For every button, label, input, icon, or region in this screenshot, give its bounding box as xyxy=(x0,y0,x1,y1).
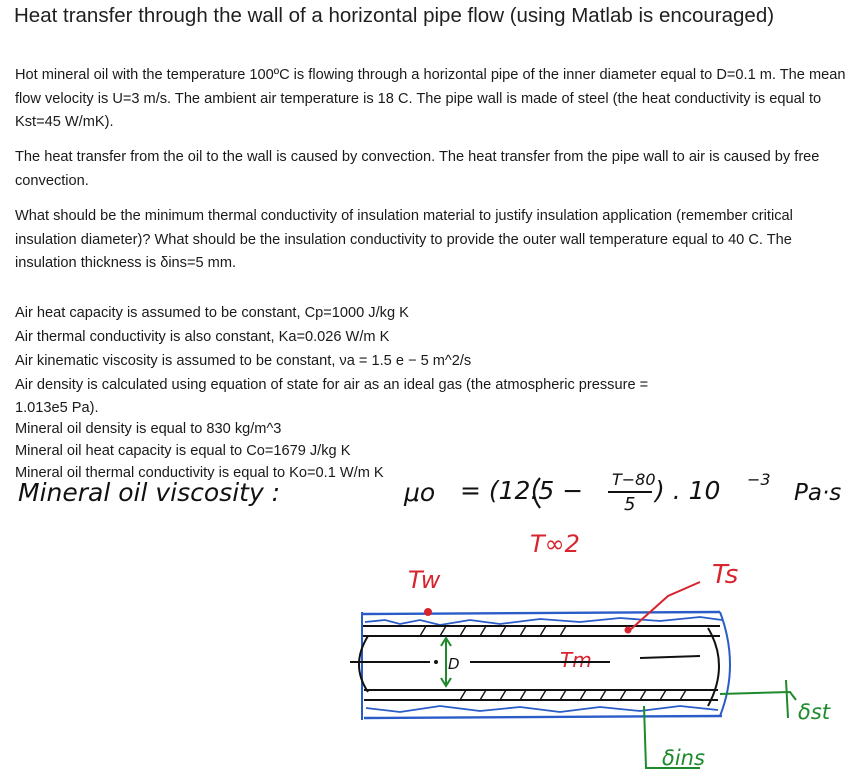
problem-paragraph-2: The heat transfer from the oil to the wall is caused by convection. The heat transfer from the pipe wall to air is caused by free convection. xyxy=(15,149,820,189)
property-air-density-cont: 1.013e5 Pa). xyxy=(15,400,99,416)
wall-bottom-hatch xyxy=(460,690,686,700)
insulation-top-outer xyxy=(362,612,720,614)
hw-formula-eq: = (12.5 − xyxy=(460,476,584,505)
hw-exponent: −3 xyxy=(747,470,771,489)
hw-units: Pa·s xyxy=(794,480,842,506)
hw-frac-numerator: T−80 xyxy=(612,470,656,489)
problem-paragraph-1: Hot mineral oil with the temperature 100ºC is flowing through a horizontal pipe of the inner diameter equal to D=0.1 m. The mean flow velocity is U=3 m/s. The ambient air temperature is 18 C. The pipe wall is made of steel (the heat conductivity is equal to Kst=45 W/mK). xyxy=(15,67,846,130)
insulation-bottom-outer xyxy=(364,716,722,718)
label-t-inf2: T∞2 xyxy=(530,530,580,558)
label-d: D xyxy=(448,655,460,673)
label-delta-ins: δins xyxy=(662,746,705,770)
property-oil-conductivity: Mineral oil thermal conductivity is equal to Ko=0.1 W/m K xyxy=(15,465,384,481)
hw-mu-symbol: μo xyxy=(404,478,436,507)
pipe-right-end xyxy=(708,628,719,706)
delta-st-leader xyxy=(720,692,796,700)
page-title: Heat transfer through the wall of a horizontal pipe flow (using Matlab is encouraged) xyxy=(14,4,775,27)
property-air-density: Air density is calculated using equation of state for air as an ideal gas (the atmospheric pressure = xyxy=(15,377,649,393)
label-t-w: Tw xyxy=(408,566,441,594)
hw-formula-tail: ) . 10 xyxy=(655,476,721,505)
problem-paragraph-3: What should be the minimum thermal conductivity of insulation material to justify insulation application (remember critical insulation diameter)? What should be the insulation conductivity to provide the outer wall temperature equal to 40 C. The insulation thickness is δins=5 mm. xyxy=(15,208,793,271)
label-t-s: Ts xyxy=(712,560,739,590)
label-t-m: Tm xyxy=(560,648,592,672)
wall-top-hatch xyxy=(420,626,566,636)
tw-point xyxy=(424,608,432,616)
insulation-right-end xyxy=(720,612,730,716)
ts-leader xyxy=(630,582,700,630)
insulation-top-scribble xyxy=(365,617,722,625)
hw-paren xyxy=(534,478,540,508)
label-delta-st: δst xyxy=(798,700,831,724)
property-air-viscosity: Air kinematic viscosity is assumed to be constant, νa = 1.5 e − 5 m^2/s xyxy=(15,353,472,369)
hw-viscosity-label: Mineral oil viscosity : xyxy=(18,478,281,507)
property-oil-heat-capacity: Mineral oil heat capacity is equal to Co=1679 J/kg K xyxy=(15,443,351,459)
property-air-conductivity: Air thermal conductivity is also constant, Ka=0.026 W/m K xyxy=(15,329,390,345)
property-oil-density: Mineral oil density is equal to 830 kg/m^3 xyxy=(15,421,282,437)
property-air-heat-capacity: Air heat capacity is assumed to be constant, Cp=1000 J/kg K xyxy=(15,305,409,321)
pipe-left-end xyxy=(359,636,368,692)
hw-frac-denominator: 5 xyxy=(624,494,636,515)
insulation-bottom-scribble xyxy=(366,706,718,712)
centerline-right xyxy=(640,656,700,658)
